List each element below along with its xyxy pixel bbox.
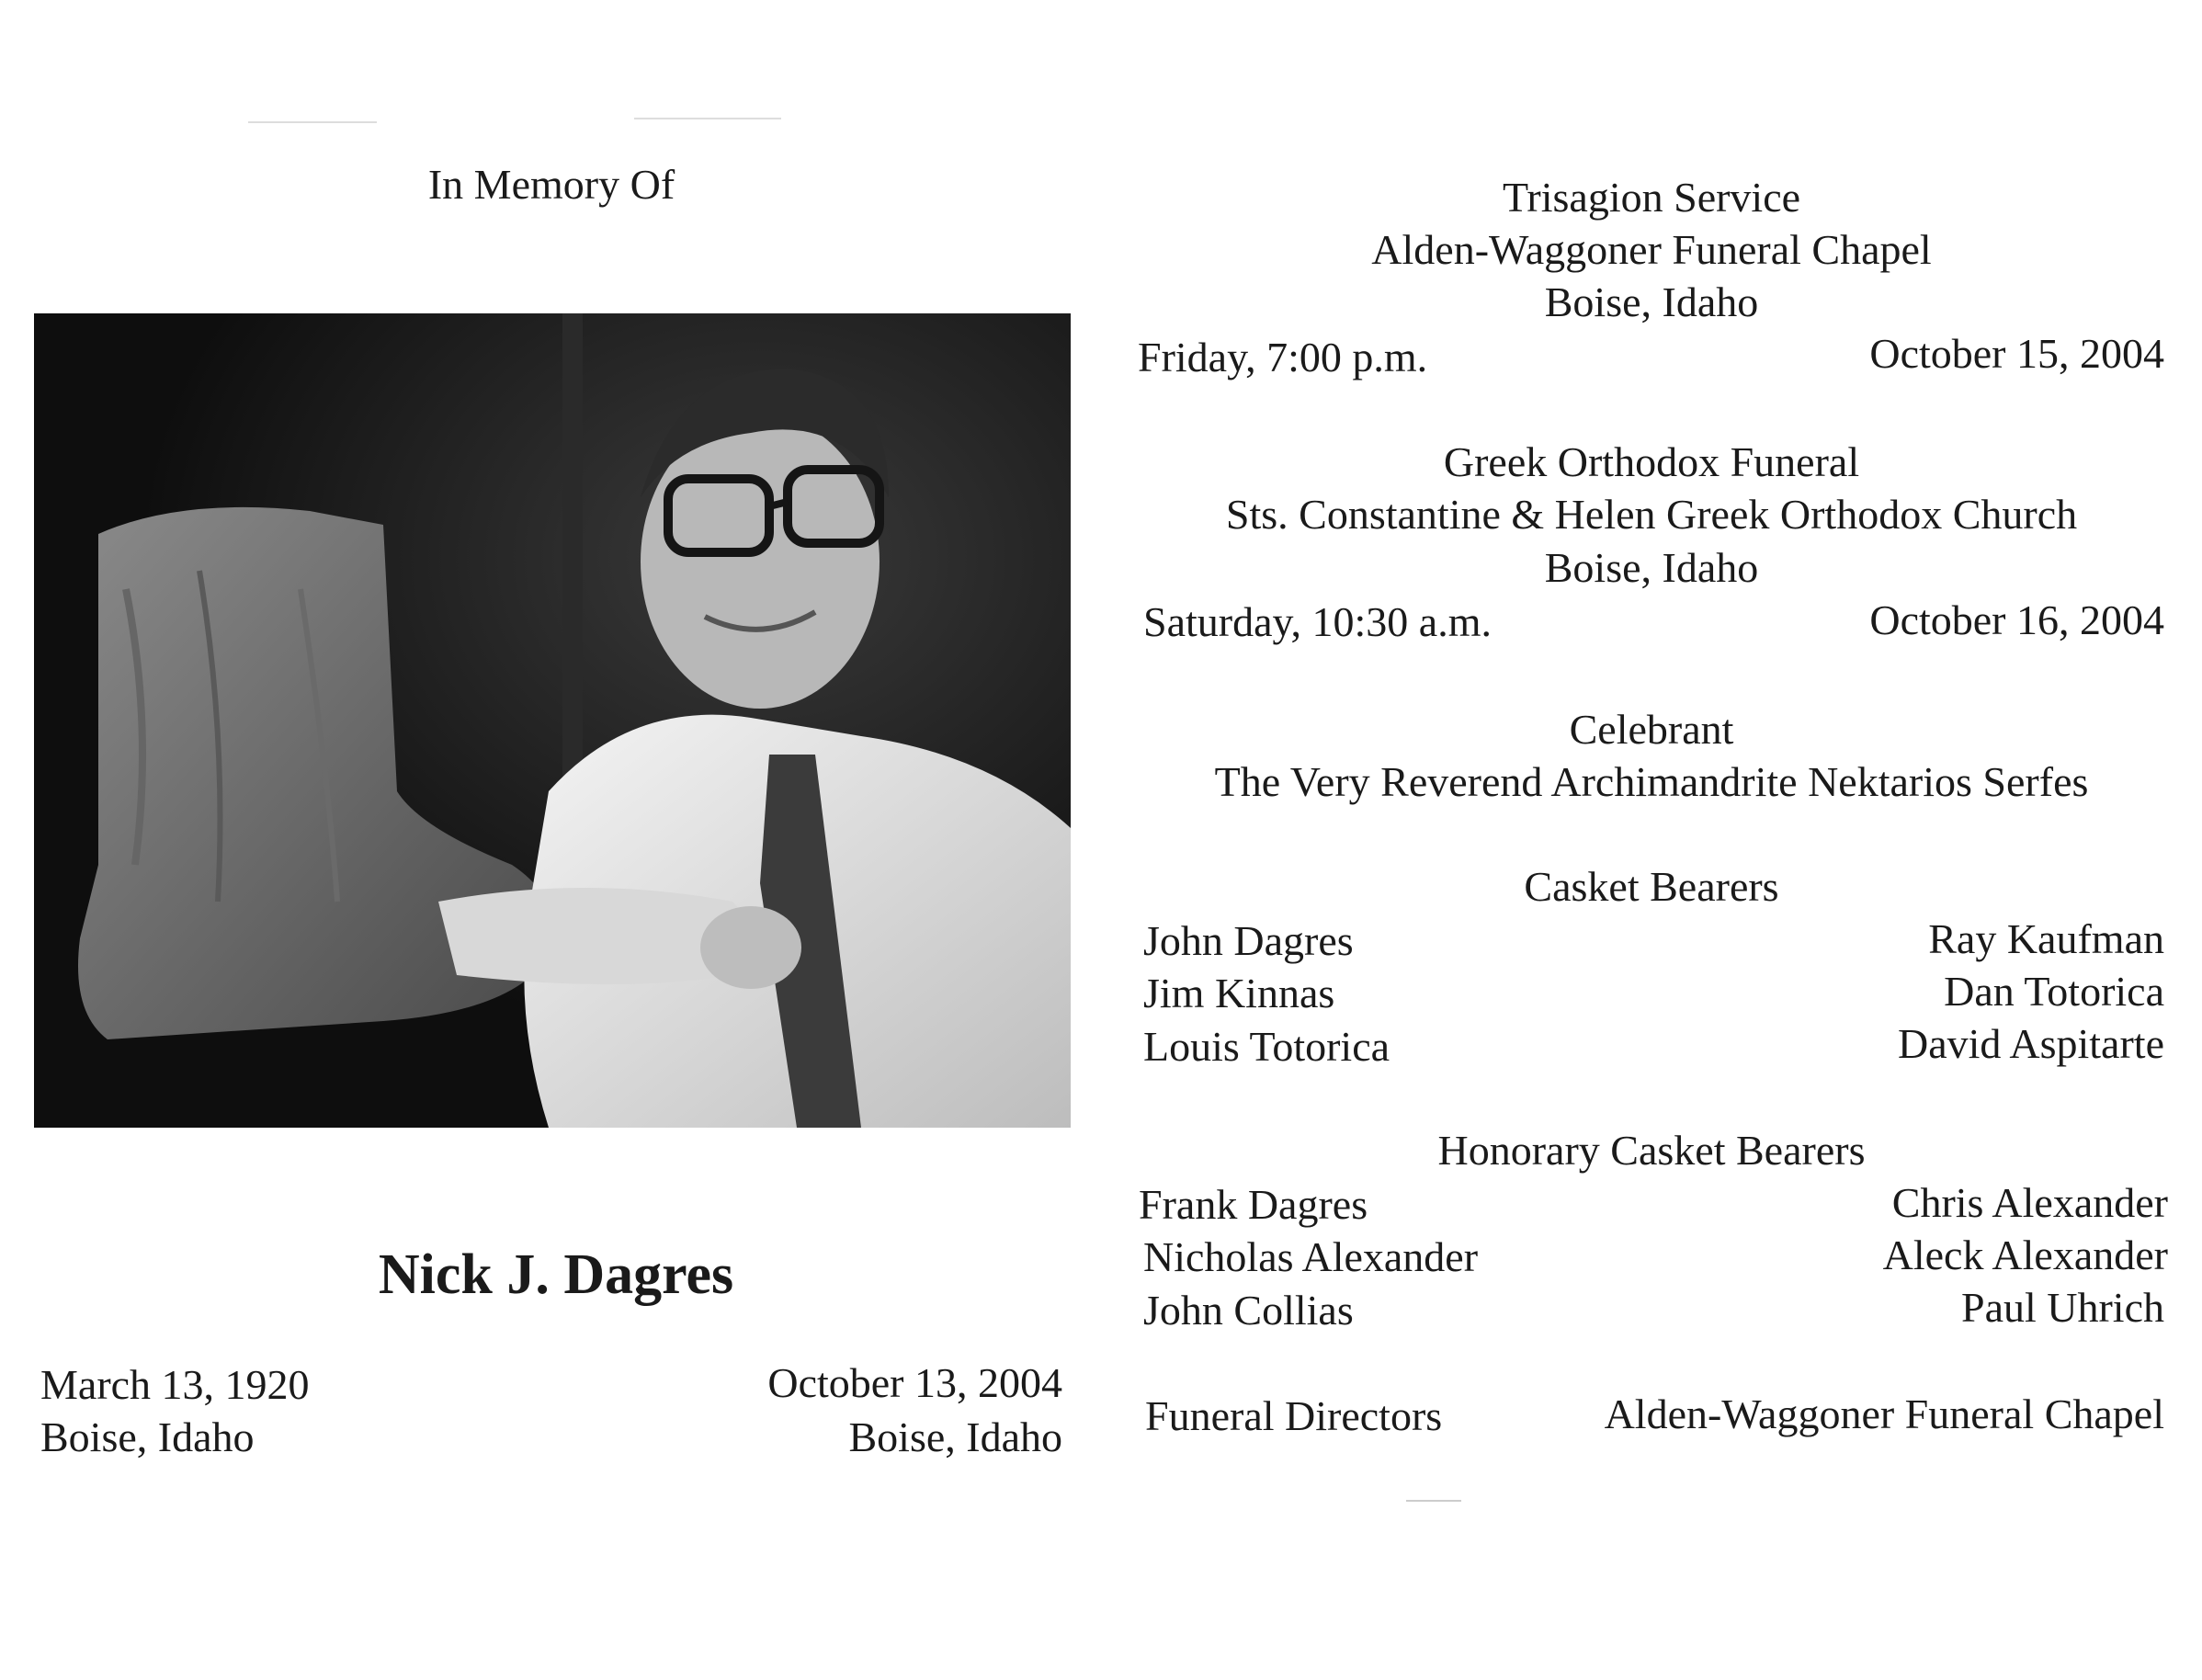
celebrant-title: Celebrant — [1569, 706, 1734, 753]
list-item: Aleck Alexander — [1882, 1232, 2168, 1278]
list-item: Nicholas Alexander — [1143, 1233, 1479, 1280]
memorial-heading: In Memory Of — [427, 161, 675, 208]
list-item: John Dagres — [1143, 917, 1354, 964]
list-item: Paul Uhrich — [1960, 1284, 2164, 1331]
list-item: Frank Dagres — [1139, 1181, 1368, 1228]
funeral-time: Saturday, 10:30 a.m. — [1143, 598, 1493, 645]
list-item: Jim Kinnas — [1143, 970, 1335, 1016]
trisagion-time: Friday, 7:00 p.m. — [1138, 334, 1428, 380]
deceased-name: Nick J. Dagres — [378, 1243, 734, 1306]
trisagion-date: October 15, 2004 — [1869, 330, 2164, 377]
celebrant-name: The Very Reverend Archimandrite Nektarios Serfes — [1214, 758, 2089, 805]
funeral-title: Greek Orthodox Funeral — [1443, 438, 1860, 485]
trisagion-city: Boise, Idaho — [1544, 278, 1759, 325]
honorary-bearers-title: Honorary Casket Bearers — [1437, 1127, 1866, 1174]
list-item: Dan Totorica — [1944, 968, 2164, 1015]
casket-bearers-title: Casket Bearers — [1524, 863, 1779, 910]
birth-place: Boise, Idaho — [40, 1413, 255, 1460]
trisagion-venue: Alden-Waggoner Funeral Chapel — [1371, 226, 1932, 273]
funeral-venue: Sts. Constantine & Helen Greek Orthodox Church — [1225, 491, 2078, 538]
list-item: Ray Kaufman — [1928, 915, 2164, 962]
list-item: Chris Alexander — [1891, 1179, 2168, 1226]
trisagion-title: Trisagion Service — [1502, 174, 1801, 221]
death-place: Boise, Idaho — [848, 1413, 1062, 1460]
list-item: David Aspitarte — [1898, 1020, 2164, 1067]
portrait-photo — [34, 313, 1071, 1128]
funeral-directors-label: Funeral Directors — [1145, 1392, 1443, 1439]
funeral-directors-value: Alden-Waggoner Funeral Chapel — [1604, 1391, 2164, 1437]
funeral-city: Boise, Idaho — [1544, 544, 1759, 591]
death-date: October 13, 2004 — [767, 1359, 1062, 1406]
list-item: John Collias — [1143, 1287, 1354, 1334]
birth-date: March 13, 1920 — [40, 1361, 310, 1408]
funeral-date: October 16, 2004 — [1869, 596, 2164, 643]
list-item: Louis Totorica — [1143, 1023, 1390, 1070]
